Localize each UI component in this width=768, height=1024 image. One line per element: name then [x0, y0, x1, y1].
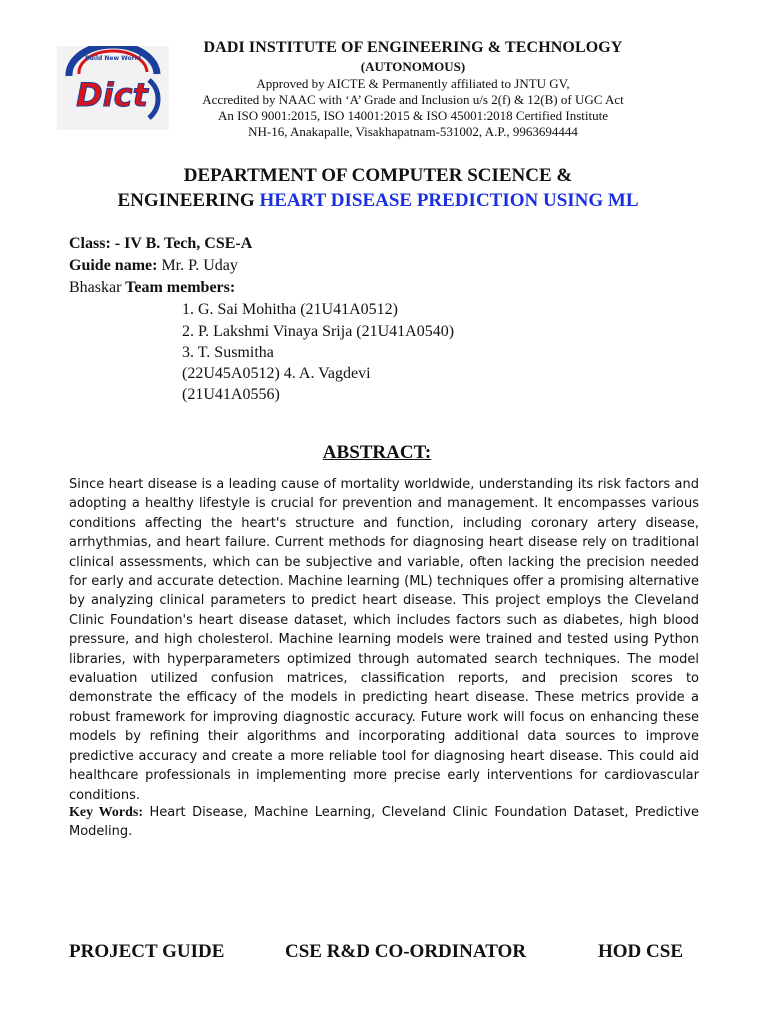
signature-project-guide: PROJECT GUIDE — [69, 941, 225, 962]
logo-text: Dict — [76, 76, 148, 114]
guide-label: Guide name: — [69, 257, 158, 274]
department-line-2: ENGINEERING — [117, 190, 255, 211]
iso-line: An ISO 9001:2015, ISO 14001:2015 & ISO 45001:2018 Certified Institute — [218, 108, 608, 123]
signature-rd-coordinator: CSE R&D CO-ORDINATOR — [285, 941, 527, 962]
department-line-1: DEPARTMENT OF COMPUTER SCIENCE & — [183, 165, 573, 186]
team-label: Team members: — [121, 279, 236, 296]
team-member: 3. T. Susmitha — [182, 344, 274, 361]
guide-value: Mr. P. Uday — [157, 257, 238, 274]
project-title: HEART DISEASE PREDICTION USING ML — [259, 190, 639, 211]
class-info: Class: - IV B. Tech, CSE-A — [69, 235, 253, 252]
accreditation-line: Accredited by NAAC with ‘A’ Grade and Inclusion u/s 2(f) & 12(B) of UGC Act — [202, 92, 624, 107]
guide-surname: Bhaskar — [69, 279, 122, 296]
abstract-heading: ABSTRACT: — [322, 442, 432, 463]
address-line: NH-16, Anakapalle, Visakhapatnam-531002, A.P., 9963694444 — [248, 124, 578, 139]
keywords-label: Key Words: — [69, 805, 144, 820]
team-member: 2. P. Lakshmi Vinaya Srija (21U41A0540) — [182, 323, 455, 340]
logo-arc-text: Build New World — [85, 55, 141, 62]
autonomous-label: (AUTONOMOUS) — [360, 59, 466, 74]
keywords — [69, 803, 699, 842]
guide-info — [69, 257, 238, 275]
department-title-line-2 — [60, 190, 696, 212]
team-member: (21U41A0556) — [182, 386, 280, 403]
institute-logo — [57, 46, 169, 130]
signature-hod: HOD CSE — [598, 941, 683, 962]
approval-line: Approved by AICTE & Permanently affiliated to JNTU GV, — [256, 76, 570, 91]
keywords-value: Heart Disease, Machine Learning, Cleveland Clinic Foundation Dataset, Predictive Modeling. — [69, 805, 699, 840]
abstract-body: Since heart disease is a leading cause of mortality worldwide, understanding its risk factors and adopting a healthy lifestyle is crucial for prevention and management. It encompasses various conditions affecting the heart's structure and function, including coronary artery disease, arrhythmias, and heart failure. Current methods for diagnosing heart disease rely on traditional clinical assessments, which can be subjective and variable, often lacking the precision needed for early and accurate detection. Machine learning (ML) techniques offer a promising alternative by analyzing clinical parameters to predict heart disease. This project employs the Cleveland Clinic Foundation's heart disease dataset, which includes factors such as diabetes, high blood pressure, and high cholesterol. Machine learning models were trained and tested using Python libraries, with hyperparameters optimized through automated search techniques. The model evaluation utilized confusion matrices, classification reports, and precision scores to demonstrate the efficacy of the models in predicting heart disease. These metrics provide a robust framework for improving diagnostic accuracy. Future work will focus on enhancing these models by refining their algorithms and incorporating additional data sources to improve predictive accuracy and create a more reliable tool for diagnosing heart disease. This could aid healthcare professionals in implementing more precise early interventions for cardiovascular conditions. — [69, 477, 699, 803]
team-member: (22U45A0512) 4. A. Vagdevi — [182, 365, 371, 382]
institute-name: DADI INSTITUTE OF ENGINEERING & TECHNOLOGY — [203, 39, 623, 56]
team-member: 1. G. Sai Mohitha (21U41A0512) — [182, 301, 398, 318]
guide-continued — [69, 279, 235, 297]
